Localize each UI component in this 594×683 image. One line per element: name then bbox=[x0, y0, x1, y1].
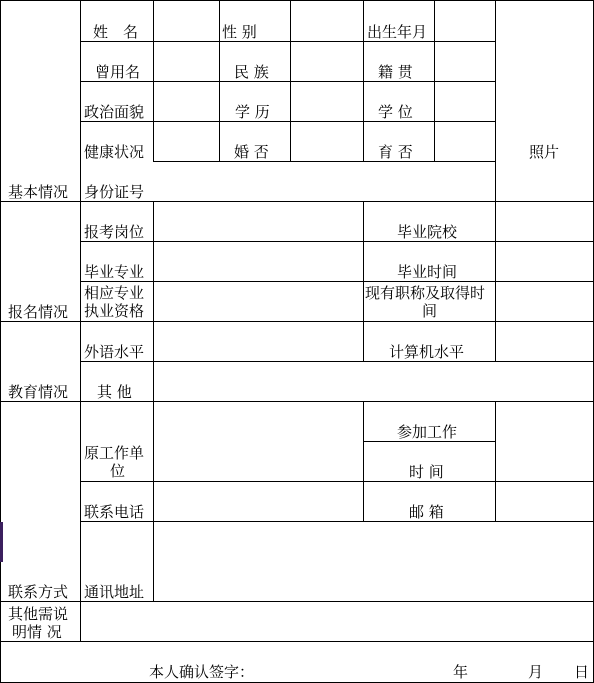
section-application-label: 报名情况 bbox=[8, 303, 69, 321]
signature-label: 本人确认签字： bbox=[149, 663, 255, 681]
grid-line bbox=[80, 241, 594, 242]
section-other-label-line1: 其他需说 bbox=[8, 605, 69, 623]
grid-line bbox=[363, 441, 495, 442]
foreign-language-label: 外语水平 bbox=[84, 343, 145, 361]
name-label: 姓 名 bbox=[93, 23, 139, 41]
grad-time-label: 毕业时间 bbox=[397, 263, 458, 281]
children-label: 育 否 bbox=[378, 143, 413, 161]
day-label: 日 bbox=[574, 663, 590, 681]
cursor-marker bbox=[0, 522, 3, 562]
position-label: 报考岗位 bbox=[84, 223, 145, 241]
grid-line bbox=[80, 0, 81, 641]
address-label: 通讯地址 bbox=[84, 583, 145, 601]
grid-line bbox=[0, 201, 594, 202]
section-basic-label: 基本情况 bbox=[8, 183, 69, 201]
grid-line bbox=[0, 641, 594, 642]
graduate-school-label: 毕业院校 bbox=[397, 223, 458, 241]
grid-line bbox=[153, 201, 154, 601]
year-label: 年 bbox=[453, 663, 469, 681]
grid-line bbox=[80, 41, 495, 42]
qualification-label-line2: 执业资格 bbox=[84, 302, 145, 320]
degree-label: 学 位 bbox=[378, 103, 413, 121]
grid-line bbox=[80, 521, 594, 522]
grid-line bbox=[363, 401, 364, 521]
section-contact-label: 联系方式 bbox=[8, 583, 69, 601]
gender-label: 性 别 bbox=[222, 23, 257, 41]
grid-line bbox=[0, 321, 594, 322]
grid-line bbox=[80, 81, 495, 82]
month-label: 月 bbox=[528, 663, 544, 681]
qualification-label-line1: 相应专业 bbox=[84, 284, 145, 302]
grid-line bbox=[153, 161, 495, 162]
birth-label: 出生年月 bbox=[367, 23, 428, 41]
photo-label: 照片 bbox=[529, 143, 560, 161]
grid-line bbox=[0, 401, 594, 402]
grid-line bbox=[80, 361, 594, 362]
health-label: 健康状况 bbox=[84, 143, 145, 161]
grid-line bbox=[290, 0, 291, 161]
grid-line bbox=[0, 601, 594, 602]
ethnicity-label: 民 族 bbox=[234, 63, 269, 81]
grid-line bbox=[80, 481, 594, 482]
title-label-line1: 现有职称及取得时 bbox=[365, 284, 486, 302]
section-other-label-line2: 明情 况 bbox=[12, 623, 62, 641]
computer-label: 计算机水平 bbox=[389, 343, 465, 361]
grid-line bbox=[0, 0, 594, 1]
work-start-label-line2: 时 间 bbox=[409, 463, 444, 481]
political-status-label: 政治面貌 bbox=[84, 103, 145, 121]
id-number-label: 身份证号 bbox=[84, 183, 145, 201]
grid-line bbox=[434, 0, 435, 161]
grid-line bbox=[153, 0, 154, 161]
major-label: 毕业专业 bbox=[84, 263, 145, 281]
grid-line bbox=[363, 0, 364, 161]
phone-label: 联系电话 bbox=[84, 503, 145, 521]
education-level-label: 学 历 bbox=[235, 103, 270, 121]
marital-label: 婚 否 bbox=[234, 143, 269, 161]
former-employer-label-line2: 位 bbox=[110, 462, 126, 480]
title-label-line2: 间 bbox=[422, 302, 438, 320]
grid-line bbox=[363, 201, 364, 361]
former-name-label: 曾用名 bbox=[95, 63, 141, 81]
section-education-label: 教育情况 bbox=[8, 383, 69, 401]
native-place-label: 籍 贯 bbox=[378, 63, 413, 81]
former-employer-label-line1: 原工作单 bbox=[84, 444, 145, 462]
grid-line bbox=[495, 0, 496, 201]
grid-line bbox=[80, 121, 495, 122]
email-label: 邮 箱 bbox=[409, 503, 444, 521]
work-start-label-line1: 参加工作 bbox=[397, 423, 458, 441]
grid-line bbox=[219, 0, 220, 161]
grid-line bbox=[495, 401, 496, 521]
grid-line bbox=[0, 0, 1, 683]
grid-line bbox=[80, 281, 594, 282]
grid-line bbox=[495, 201, 496, 361]
others-label: 其 他 bbox=[97, 383, 132, 401]
